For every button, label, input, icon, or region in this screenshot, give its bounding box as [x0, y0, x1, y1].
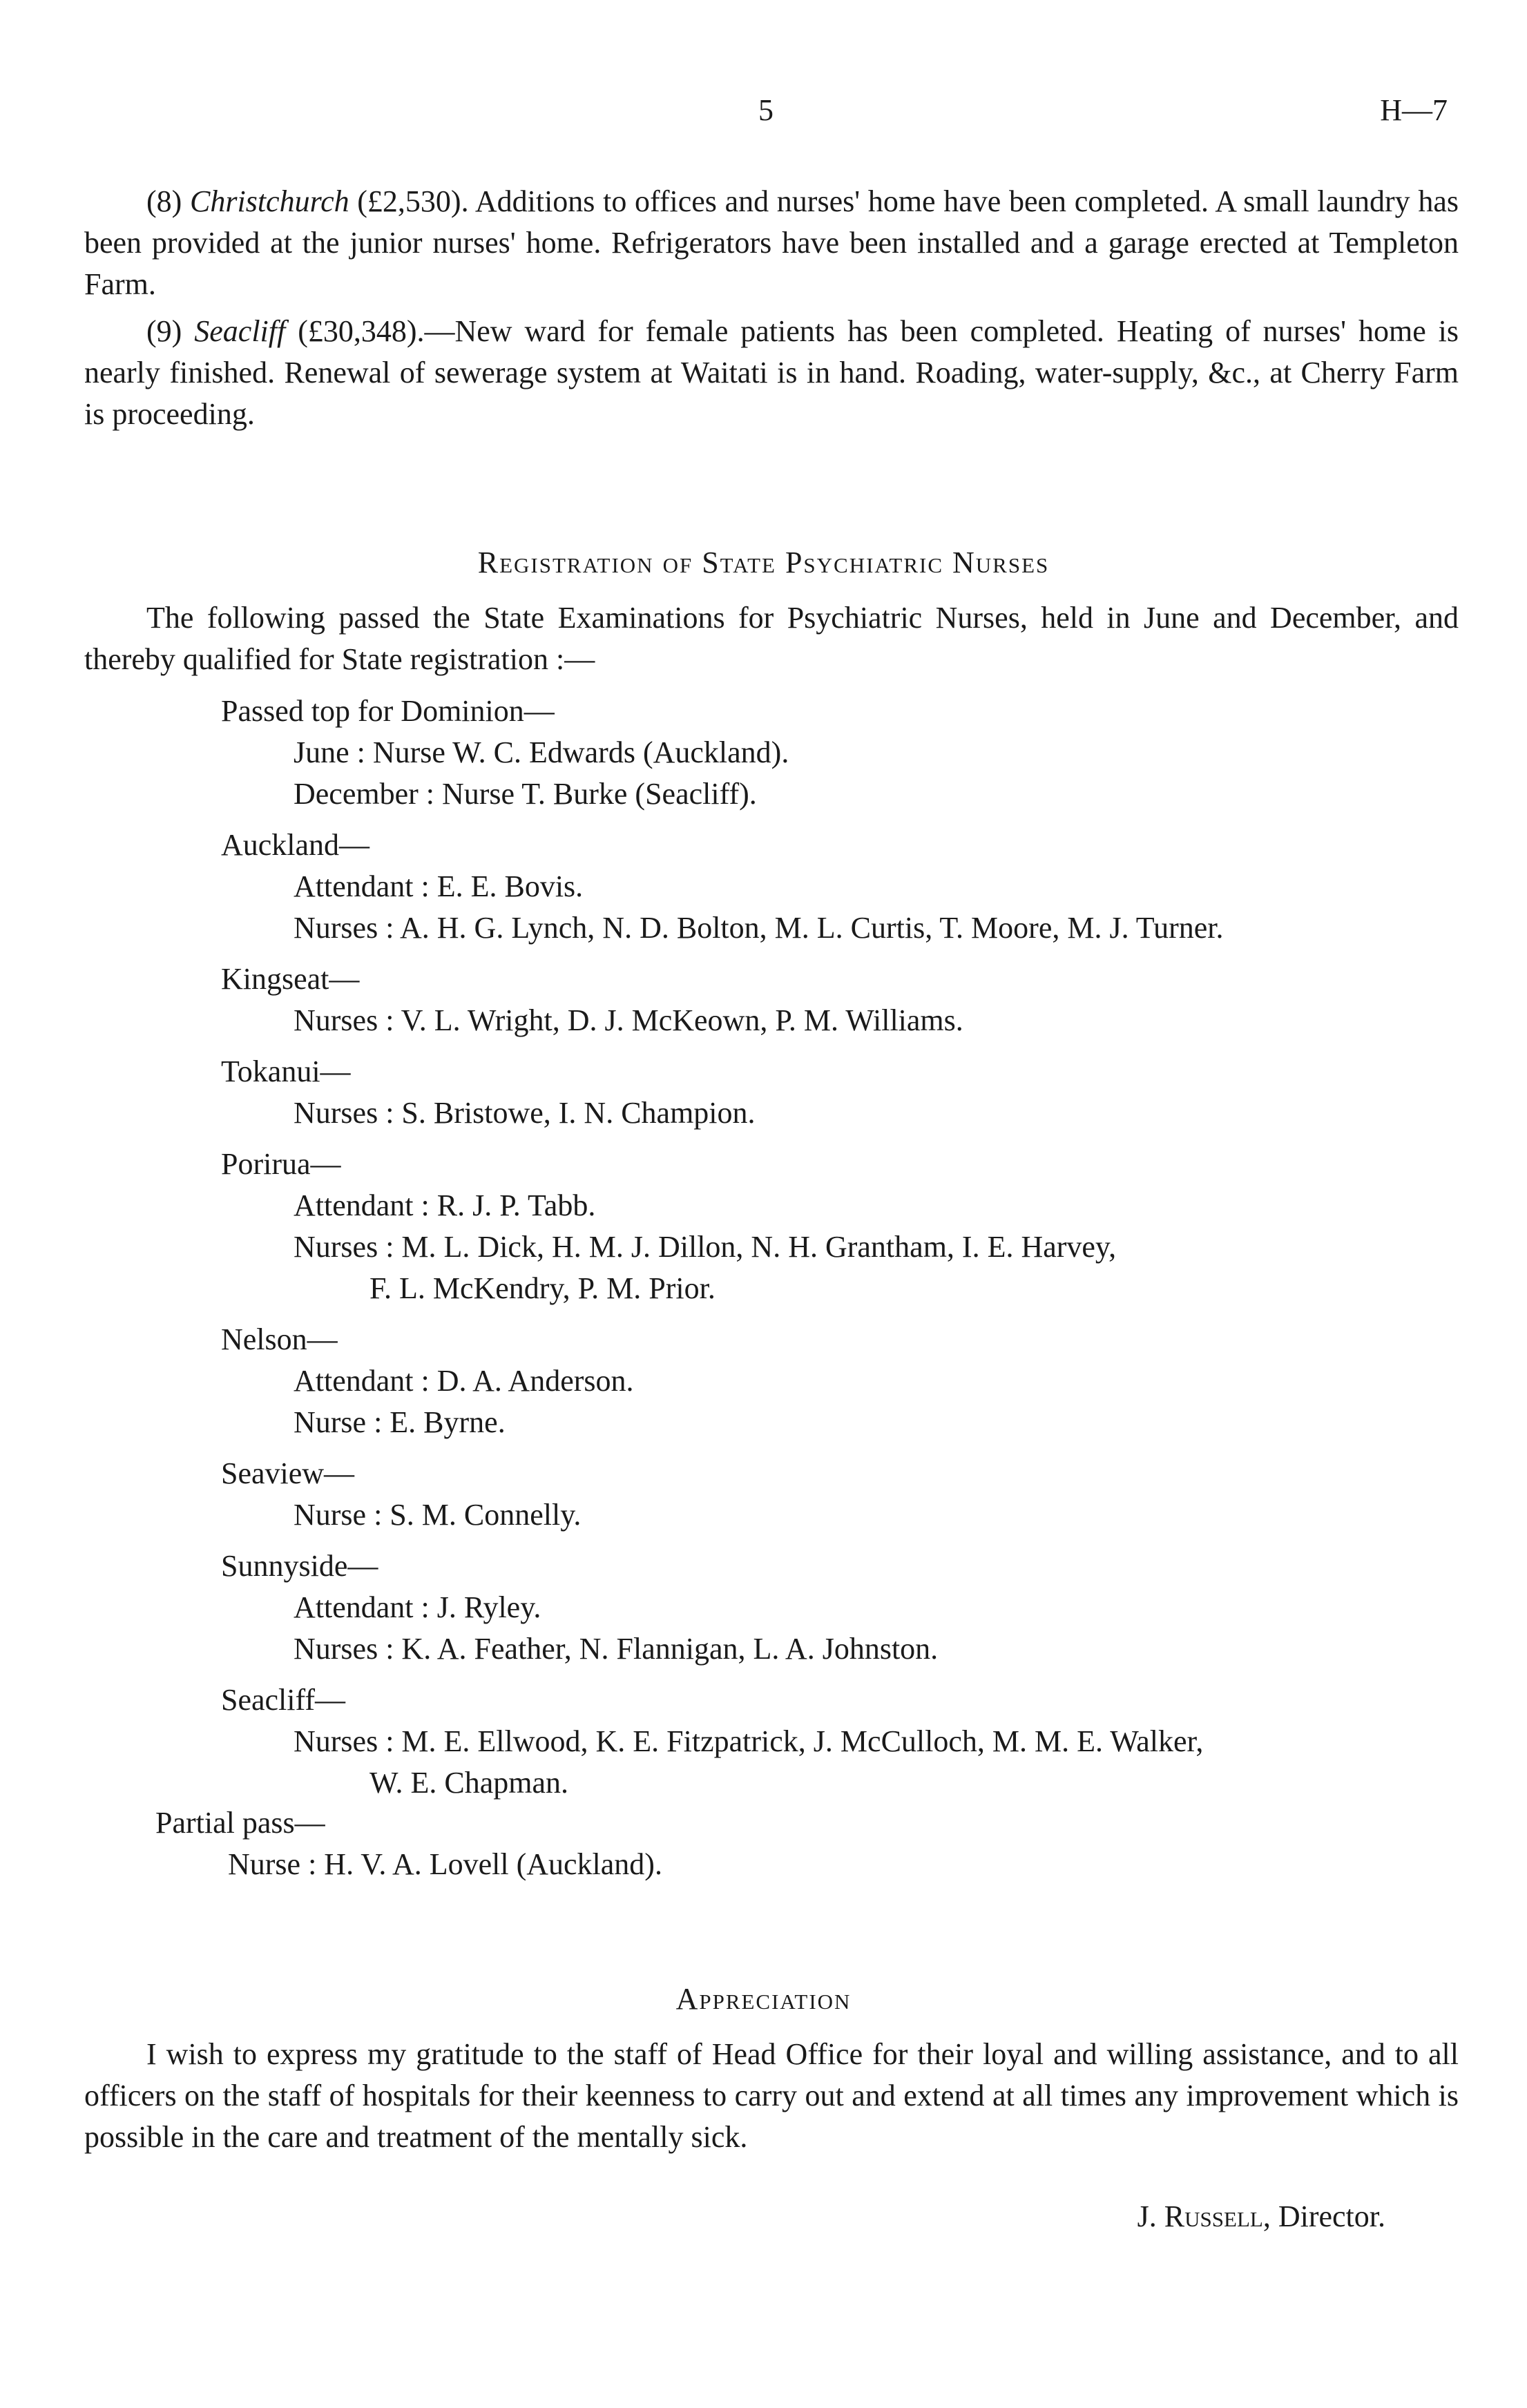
item-label: (9) — [146, 314, 182, 348]
hospital-seaview — [221, 1453, 1459, 1536]
registration-intro: The following passed the State Examinations for Psychiatric Nurses, held in June and December, and thereby qualified for State registration :— — [84, 601, 1459, 676]
item-amount: (£30,348). — [298, 314, 425, 348]
hospital-porirua — [221, 1144, 1459, 1309]
appreciation-text: I wish to express my gratitude to the staff of Head Office for their loyal and willing assistance, and to all officers on the staff of hospitals for their keenness to carry out and extend at all times any improvement which is possible in the care and treatment of the mentally sick. — [84, 2037, 1459, 2154]
item-text: Additions to offices and nurses' home have been completed. A small laundry has been provided at the junior nurses' home. Refrigerators have been installed and a garage erected at Templeton Farm. — [84, 184, 1459, 301]
nurses: Nurses : S. Bristowe, I. N. Champion. — [294, 1096, 756, 1130]
hospital-kingseat — [221, 959, 1459, 1041]
item-place: Christchurch — [190, 184, 349, 218]
item-place: Seacliff — [194, 314, 286, 348]
hospital-name: Seacliff— — [221, 1683, 346, 1717]
item-text: —New ward for female patients has been completed. Heating of nurses' home is nearly finished. Renewal of sewerage system at Waitati is in hand. Roading, water-supply, &c., at Cherry Farm is proceeding. — [84, 314, 1459, 431]
registration-list — [221, 691, 1459, 1804]
top-december: December : Nurse T. Burke (Seacliff). — [294, 777, 757, 811]
nurses: Nurse : E. Byrne. — [294, 1405, 506, 1439]
top-june: June : Nurse W. C. Edwards (Auckland). — [294, 735, 789, 769]
item-seacliff — [84, 311, 1459, 435]
signature-title: , Director. — [1262, 2199, 1385, 2233]
top-heading: Passed top for Dominion— — [221, 694, 555, 728]
partial-nurse: Nurse : H. V. A. Lovell (Auckland). — [228, 1847, 662, 1881]
nurses-continued: W. E. Chapman. — [369, 1766, 568, 1800]
signature-name: Russell — [1164, 2199, 1263, 2233]
hospital-seacliff — [221, 1679, 1459, 1804]
partial-pass — [155, 1802, 1459, 1885]
nurses: Nurses : M. L. Dick, H. M. J. Dillon, N. H. Grantham, I. E. Harvey, — [294, 1230, 1117, 1264]
registration-heading: Registration of State Psychiatric Nurses — [477, 546, 1050, 579]
hospital-name: Sunnyside— — [221, 1549, 378, 1583]
attendants: Attendant : J. Ryley. — [294, 1590, 541, 1624]
attendants: Attendant : E. E. Bovis. — [294, 869, 584, 903]
item-christchurch — [84, 181, 1459, 305]
hospital-sunnyside — [221, 1545, 1459, 1670]
signature-initial: J. — [1137, 2199, 1157, 2233]
top-for-dominion — [221, 691, 1459, 815]
hospital-name: Auckland— — [221, 828, 370, 862]
item-amount: (£2,530). — [357, 184, 469, 218]
page-header — [0, 90, 1527, 138]
nurses-continued: F. L. McKendry, P. M. Prior. — [369, 1271, 716, 1305]
attendants: Attendant : R. J. P. Tabb. — [294, 1188, 596, 1222]
hospital-name: Seaview— — [221, 1456, 355, 1490]
hospital-tokanui — [221, 1051, 1459, 1134]
item-label: (8) — [146, 184, 182, 218]
hospital-name: Kingseat— — [221, 962, 360, 996]
partial-heading: Partial pass— — [155, 1806, 325, 1840]
hospital-name: Porirua— — [221, 1147, 341, 1181]
nurses: Nurses : M. E. Ellwood, K. E. Fitzpatrick, J. McCulloch, M. M. E. Walker, — [294, 1724, 1204, 1758]
hospital-name: Tokanui— — [221, 1054, 351, 1088]
nurses: Nurses : V. L. Wright, D. J. McKeown, P. M. Williams. — [294, 1003, 963, 1037]
nurses: Nurse : S. M. Connelly. — [294, 1498, 582, 1532]
signature — [1137, 2196, 1385, 2237]
attendants: Attendant : D. A. Anderson. — [294, 1364, 634, 1398]
hospital-auckland — [221, 825, 1459, 949]
hospital-nelson — [221, 1319, 1459, 1443]
page-number: 5 — [758, 93, 774, 127]
appreciation-heading: Appreciation — [675, 1982, 852, 2016]
nurses: Nurses : K. A. Feather, N. Flannigan, L. A. Johnston. — [294, 1632, 939, 1666]
nurses: Nurses : A. H. G. Lynch, N. D. Bolton, M. L. Curtis, T. Moore, M. J. Turner. — [294, 911, 1224, 945]
document-reference: H—7 — [1380, 93, 1448, 127]
hospital-name: Nelson— — [221, 1322, 338, 1356]
